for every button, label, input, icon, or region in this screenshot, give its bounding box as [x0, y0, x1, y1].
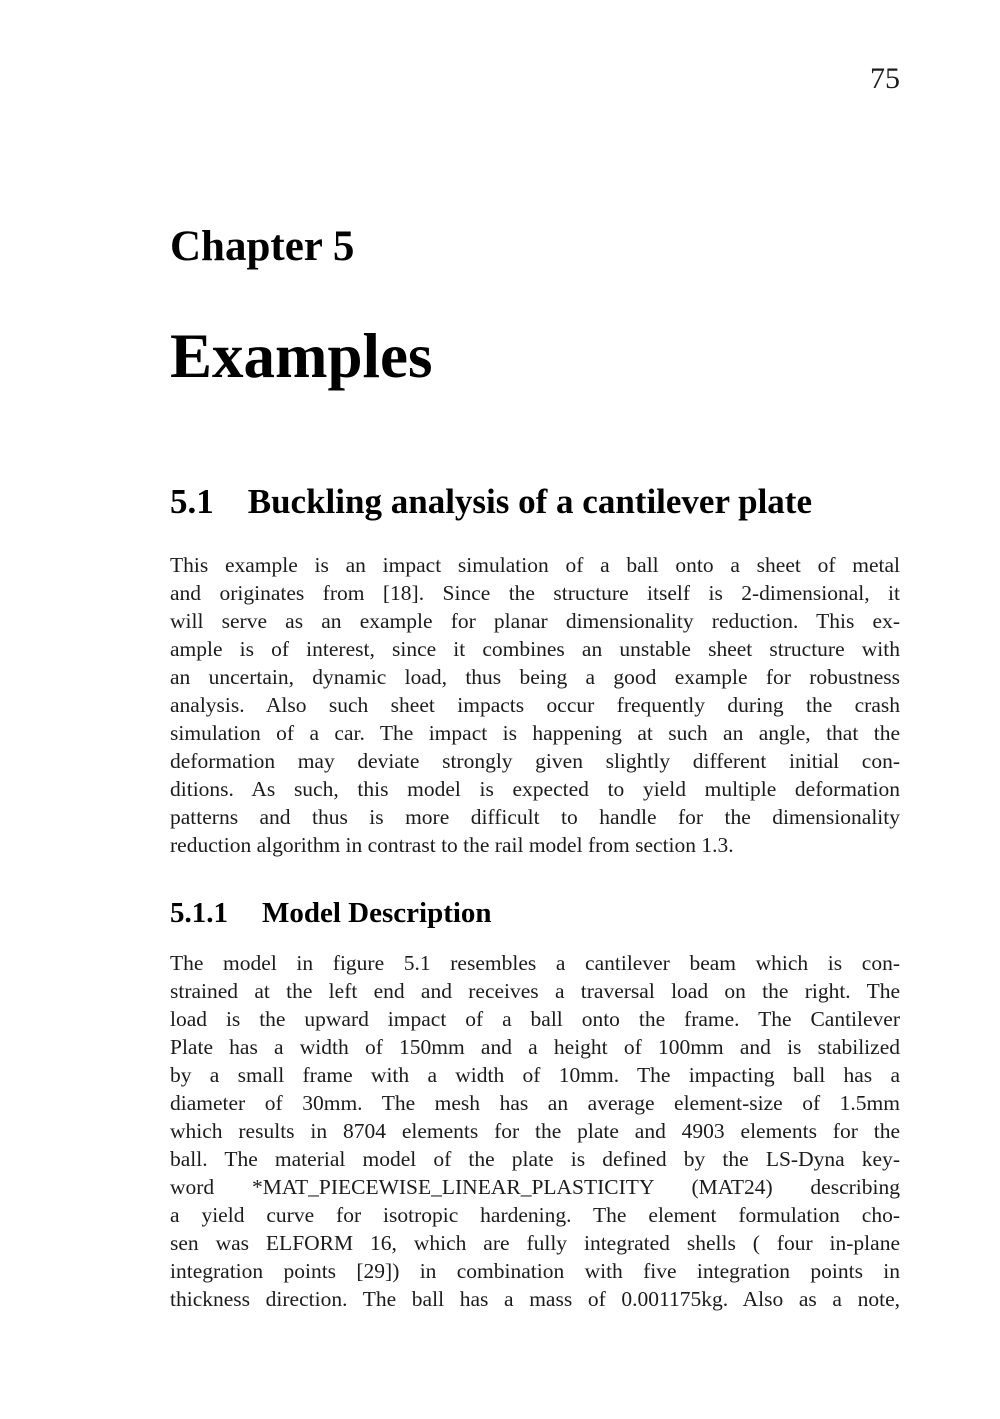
text-line: Plate has a width of 150mm and a height of 100mm and is stabilized	[170, 1035, 900, 1059]
text-line: sen was ELFORM 16, which are fully integrated shells ( four in-plane	[170, 1231, 900, 1255]
subsection-heading	[170, 898, 930, 930]
text-line: analysis. Also such sheet impacts occur frequently during the crash	[170, 693, 900, 717]
text-line: This example is an impact simulation of a ball onto a sheet of metal	[170, 553, 900, 577]
text-line: integration points [29]) in combination with five integration points in	[170, 1259, 900, 1283]
body-paragraph-1	[170, 551, 900, 859]
text-line: load is the upward impact of a ball onto the frame. The Cantilever	[170, 1007, 900, 1031]
text-line: The model in figure 5.1 resembles a cantilever beam which is con-	[170, 951, 900, 975]
text-line: strained at the left end and receives a traversal load on the right. The	[170, 979, 900, 1003]
text-line: word *MAT_PIECEWISE_LINEAR_PLASTICITY (MAT24) describing	[170, 1175, 900, 1199]
page-number: 75	[870, 62, 900, 95]
text-line: ample is of interest, since it combines an unstable sheet structure with	[170, 637, 900, 661]
text-line: will serve as an example for planar dimensionality reduction. This ex-	[170, 609, 900, 633]
text-line: and originates from [18]. Since the structure itself is 2-dimensional, it	[170, 581, 900, 605]
subsection-number: 5.1.1	[170, 897, 228, 929]
text-line: ball. The material model of the plate is defined by the LS-Dyna key-	[170, 1147, 900, 1171]
subsection-title: Model Description	[262, 897, 492, 929]
chapter-title: Examples	[170, 321, 433, 391]
text-line: an uncertain, dynamic load, thus being a good example for robustness	[170, 665, 900, 689]
chapter-label: Chapter 5	[170, 223, 355, 270]
text-line: patterns and thus is more difficult to handle for the dimensionality	[170, 805, 900, 829]
section-heading	[170, 483, 930, 522]
section-title: Buckling analysis of a cantilever plate	[247, 482, 812, 521]
text-line: which results in 8704 elements for the plate and 4903 elements for the	[170, 1119, 900, 1143]
text-line: simulation of a car. The impact is happening at such an angle, that the	[170, 721, 900, 745]
text-line: thickness direction. The ball has a mass of 0.001175kg. Also as a note,	[170, 1287, 900, 1311]
section-number: 5.1	[170, 482, 214, 521]
text-line: diameter of 30mm. The mesh has an average element-size of 1.5mm	[170, 1091, 900, 1115]
text-line: a yield curve for isotropic hardening. The element formulation cho-	[170, 1203, 900, 1227]
text-line: reduction algorithm in contrast to the rail model from section 1.3.	[170, 833, 734, 857]
text-line: deformation may deviate strongly given slightly different initial con-	[170, 749, 900, 773]
body-paragraph-2	[170, 949, 900, 1313]
text-line: by a small frame with a width of 10mm. The impacting ball has a	[170, 1063, 900, 1087]
text-line: ditions. As such, this model is expected to yield multiple deformation	[170, 777, 900, 801]
